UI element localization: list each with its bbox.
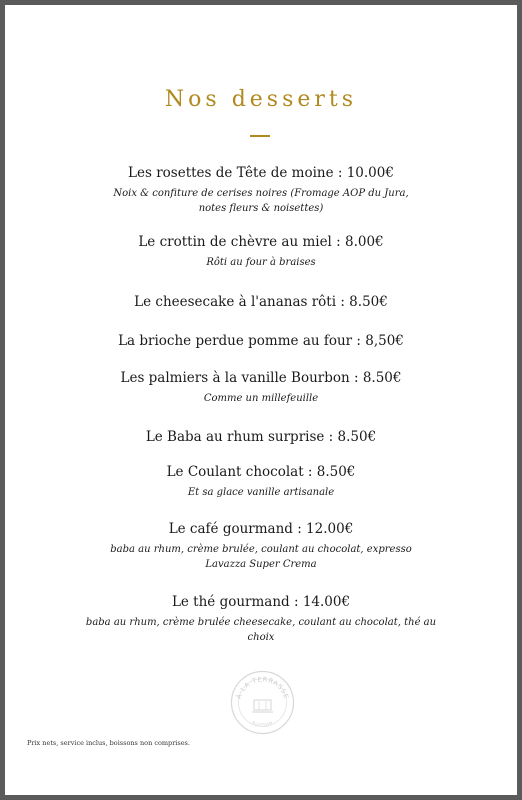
svg-text:À LA TERRASSE: À LA TERRASSE	[234, 675, 291, 701]
menu-item-name: Le cheesecake à l'ananas rôti : 8.50€	[134, 294, 388, 310]
menu-item-description: Comme un millefeuille	[203, 393, 319, 404]
menu-item	[5, 519, 517, 572]
menu-item	[5, 163, 517, 216]
menu-item-name: Les rosettes de Tête de moine : 10.00€	[128, 165, 394, 181]
footer-note: Prix nets, service inclus, boissons non comprises.	[27, 739, 190, 747]
menu-item-description: Et sa glace vanille artisanale	[187, 487, 335, 498]
menu-item	[5, 368, 517, 406]
menu-item-name: Le Baba au rhum surprise : 8.50€	[145, 429, 377, 445]
menu-item-description: Noix & confiture de cerises noires (Fromage AOP du Jura, notes fleurs & noisettes)	[113, 188, 409, 214]
menu-page	[5, 5, 517, 795]
title-divider	[250, 135, 270, 137]
restaurant-logo-seal	[230, 670, 295, 735]
menu-item	[5, 592, 517, 645]
menu-item-name: Le Coulant chocolat : 8.50€	[166, 464, 356, 480]
menu-item	[5, 292, 517, 312]
menu-item	[5, 427, 517, 447]
menu-item	[5, 232, 517, 270]
menu-item-description: Rôti au four à braises	[206, 257, 316, 268]
menu-item-description: baba au rhum, crème brulée cheesecake, coulant au chocolat, thé au choix	[85, 617, 437, 643]
page-title: Nos desserts	[164, 87, 358, 112]
menu-item-name: Le crottin de chèvre au miel : 8.00€	[138, 234, 384, 250]
menu-item	[5, 462, 517, 500]
menu-item-name: Les palmiers à la vanille Bourbon : 8.50€	[120, 370, 402, 386]
menu-item-name: La brioche perdue pomme au four : 8,50€	[118, 333, 404, 349]
menu-item-name: Le café gourmand : 12.00€	[168, 521, 354, 537]
svg-text:BUISSON: BUISSON	[251, 719, 274, 728]
menu-item	[5, 331, 517, 351]
menu-item-description: baba au rhum, crème brulée, coulant au chocolat, expresso Lavazza Super Crema	[110, 544, 412, 570]
menu-item-name: Le thé gourmand : 14.00€	[171, 594, 351, 610]
